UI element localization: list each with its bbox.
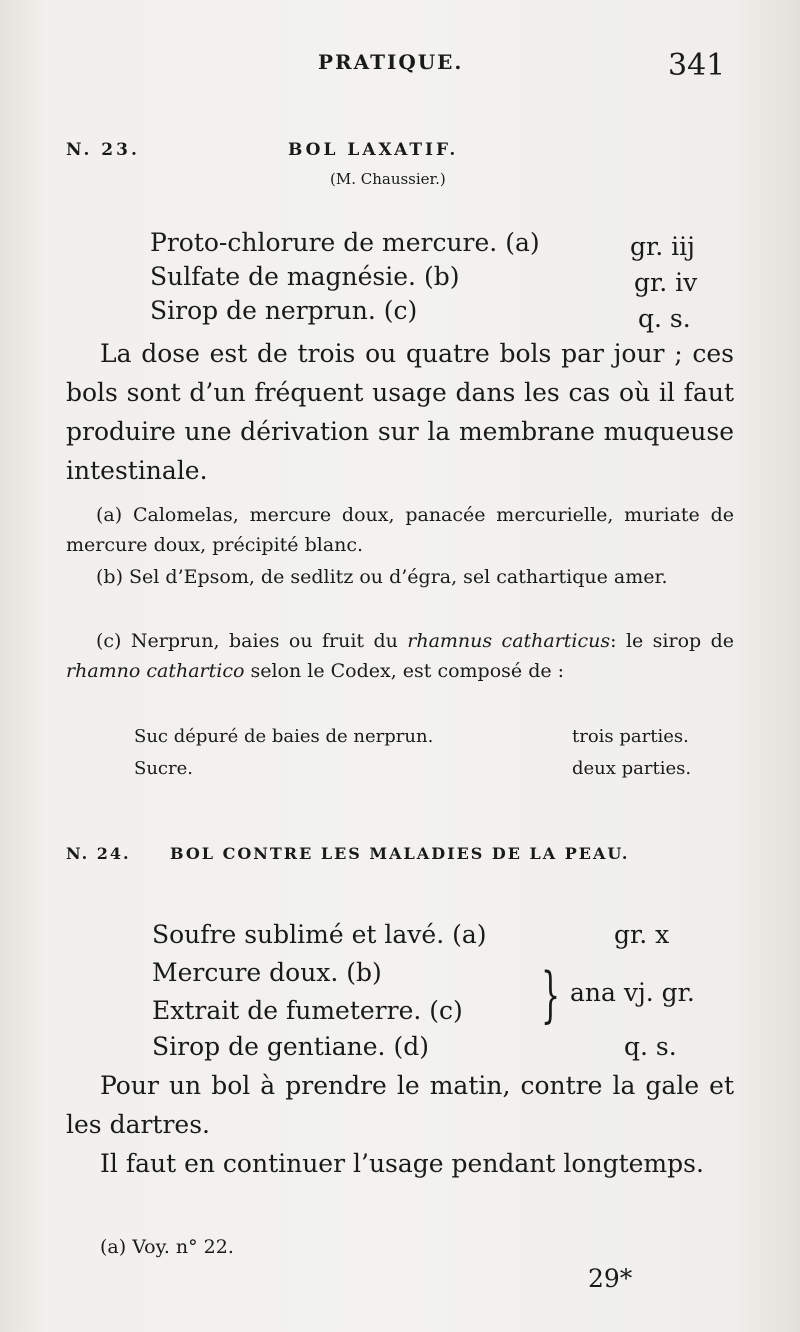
page-number: 341 (668, 48, 726, 83)
ingredient-qty: gr. x (614, 920, 670, 949)
recipe-name: BOL CONTRE LES MALADIES DE LA PEAU. (170, 844, 630, 863)
recipe-paragraph: Il faut en continuer l’usage pendant longtemps. (100, 1149, 704, 1178)
footnote-a: (a) Calomelas, mercure doux, panacée mercurielle, muriate de mercure doux, précipité blanc. (66, 504, 734, 556)
note-c-latin: rhamnus catharticus (407, 630, 611, 652)
ingredient-name: Mercure doux. (b) (152, 958, 382, 987)
footnote-c (66, 626, 734, 686)
brace-qty: ana vj. gr. (570, 978, 695, 1007)
composition-name: Sucre. (134, 758, 193, 779)
ingredient-qty: gr. iij (630, 232, 695, 261)
page-header (0, 48, 800, 88)
ingredient-name: Sulfate de magnésie. (b) (150, 262, 460, 291)
recipe-author: (M. Chaussier.) (330, 170, 446, 188)
footnote-b: (b) Sel d’Epsom, de sedlitz ou d’égra, sel cathartique amer. (96, 566, 668, 588)
recipe-name: BOL LAXATIF. (288, 140, 459, 160)
recipe-number: N. 24. (66, 844, 131, 863)
note-c-text: : le sirop de (610, 630, 734, 652)
printer-signature: 29* (588, 1264, 633, 1293)
ingredient-qty: q. s. (624, 1032, 677, 1061)
recipe-paragraph: La dose est de trois ou quatre bols par jour ; ces bols sont d’un fréquent usage dans les cas où il faut produire une dérivation sur la membrane muqueuse intestinale. (66, 339, 734, 485)
recipe-number: N. 23. (66, 140, 140, 160)
ingredient-qty: gr. iv (634, 268, 698, 297)
ingredient-name: Sirop de nerprun. (c) (150, 296, 418, 325)
ingredient-name: Sirop de gentiane. (d) (152, 1032, 429, 1061)
footnote: (a) Voy. n° 22. (100, 1236, 234, 1258)
ingredient-name: Proto-chlorure de mercure. (a) (150, 228, 540, 257)
composition-qty: trois parties. (572, 726, 689, 747)
composition-qty: deux parties. (572, 758, 692, 779)
note-c-text: selon le Codex, est composé de : (244, 660, 565, 682)
ingredient-qty: q. s. (638, 304, 691, 333)
composition-name: Suc dépuré de baies de nerprun. (134, 726, 434, 747)
note-c-text: (c) Nerprun, baies ou fruit du (96, 630, 408, 652)
note-c-latin: rhamno cathartico (66, 660, 245, 682)
recipe-paragraph: Pour un bol à prendre le matin, contre la gale et les dartres. (66, 1071, 734, 1139)
ingredient-name: Extrait de fumeterre. (c) (152, 996, 463, 1025)
brace-icon: } (541, 960, 561, 1030)
running-head: PRATIQUE. (318, 50, 464, 74)
ingredient-name: Soufre sublimé et lavé. (a) (152, 920, 487, 949)
